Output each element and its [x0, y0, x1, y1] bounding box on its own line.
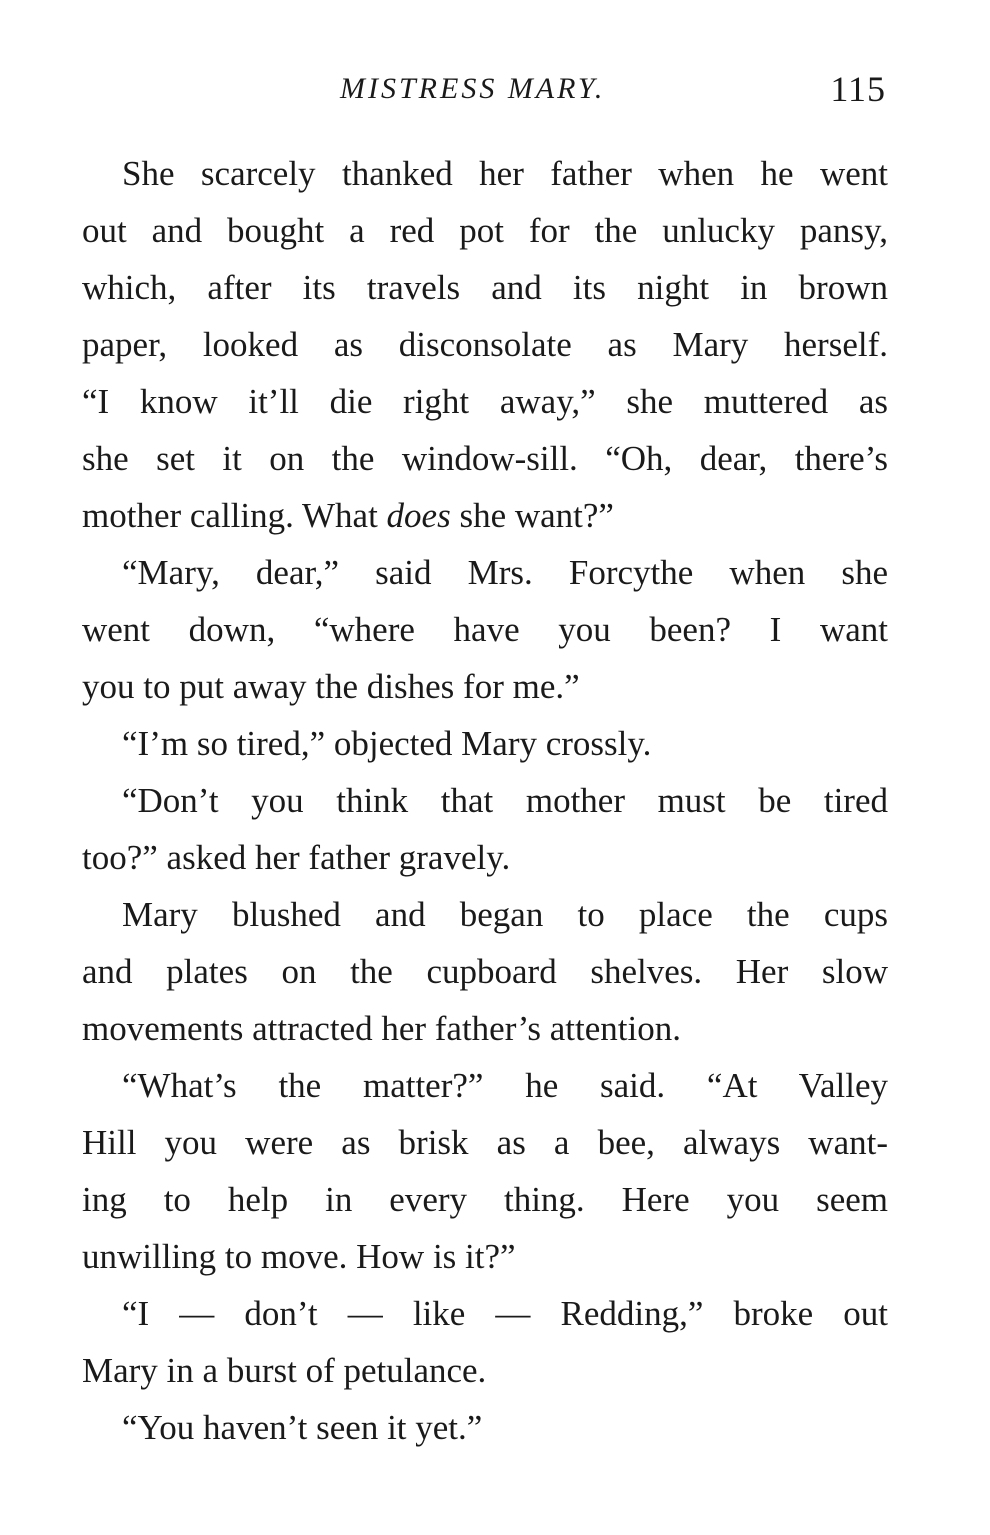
text-line: “Don’t you think that mother must be tired — [122, 781, 888, 820]
text-line: She scarcely thanked her father when he went — [122, 154, 888, 193]
text-line: “I’m so tired,” objected Mary crossly. — [122, 724, 652, 763]
text-line: which, after its travels and its night in brown — [82, 268, 888, 307]
body-text — [82, 145, 888, 1456]
text-line: too?” asked her father gravely. — [82, 838, 511, 877]
text-line: and plates on the cupboard shelves. Her slow — [82, 952, 888, 991]
text-line: out and bought a red pot for the unlucky pansy, — [82, 211, 888, 250]
text-line: mother calling. What does she want?” — [82, 496, 614, 535]
text-line: “Mary, dear,” said Mrs. Forcythe when she — [122, 553, 888, 592]
text-line: unwilling to move. How is it?” — [82, 1237, 516, 1276]
text-line: “I know it’ll die right away,” she muttered as — [82, 382, 888, 421]
emphasis: does — [386, 496, 451, 535]
text-line: “I — don’t — like — Redding,” broke out — [122, 1294, 888, 1333]
text-line: Mary in a burst of petulance. — [82, 1351, 487, 1390]
text-line: “What’s the matter?” he said. “At Valley — [122, 1066, 888, 1105]
running-title: MISTRESS MARY. — [340, 72, 606, 105]
text-line: paper, looked as disconsolate as Mary herself. — [82, 325, 888, 364]
text-line: went down, “where have you been? I want — [82, 610, 888, 649]
text-line: you to put away the dishes for me.” — [82, 667, 580, 706]
text-line: Mary blushed and began to place the cups — [122, 895, 888, 934]
text-line: movements attracted her father’s attention. — [82, 1009, 681, 1048]
text-line: Hill you were as brisk as a bee, always want- — [82, 1123, 888, 1162]
running-head — [82, 69, 888, 116]
text-line: ing to help in every thing. Here you seem — [82, 1180, 888, 1219]
page-number: 115 — [830, 69, 886, 109]
text-line: she set it on the window-sill. “Oh, dear, there’s — [82, 439, 888, 478]
text-line: “You haven’t seen it yet.” — [122, 1408, 483, 1447]
